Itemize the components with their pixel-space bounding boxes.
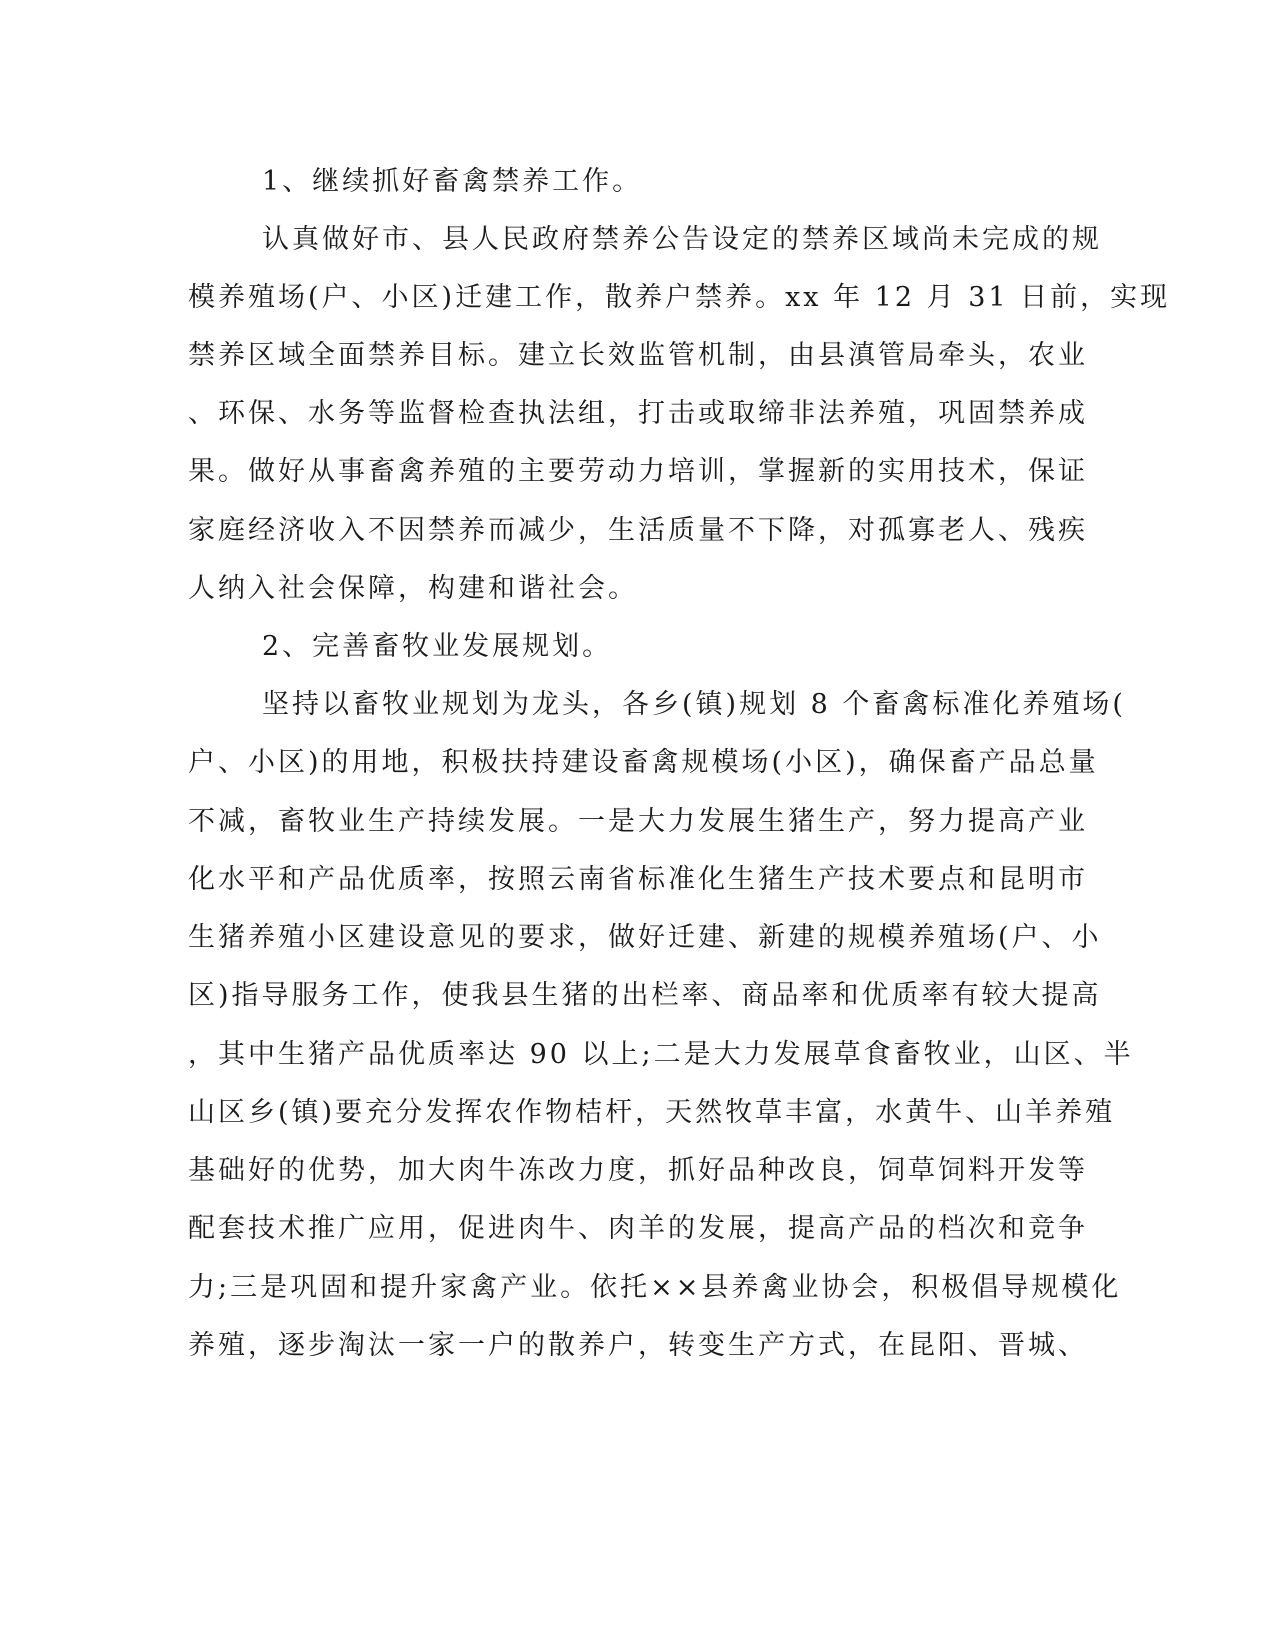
paragraph-line: 果。做好从事畜禽养殖的主要劳动力培训，掌握新的实用技术，保证 (188, 456, 1088, 487)
paragraph-line: 生猪养殖小区建设意见的要求，做好迁建、新建的规模养殖场(户、小 (188, 922, 1102, 953)
paragraph-line: 人纳入社会保障，构建和谐社会。 (188, 573, 638, 604)
paragraph-line: 家庭经济收入不因禁养而减少，生活质量不下降，对孤寡老人、残疾 (188, 515, 1088, 546)
section-heading-1: 1、继续抓好畜禽禁养工作。 (262, 166, 643, 197)
paragraph-line: 坚持以畜牧业规划为龙头，各乡(镇)规划 8 个畜禽标准化养殖场( (262, 689, 1126, 720)
paragraph-line: 山区乡(镇)要充分发挥农作物桔杆，天然牧草丰富，水黄牛、山羊养殖 (188, 1097, 1116, 1128)
paragraph-line: 禁养区域全面禁养目标。建立长效监管机制，由县滇管局牵头，农业 (188, 340, 1088, 371)
paragraph-line: 模养殖场(户、小区)迁建工作，散养户禁养。xx 年 12 月 31 日前，实现 (188, 282, 1171, 313)
paragraph-line: 区)指导服务工作，使我县生猪的出栏率、商品率和优质率有较大提高 (188, 980, 1102, 1011)
paragraph-line: 不减，畜牧业生产持续发展。一是大力发展生猪生产，努力提高产业 (188, 806, 1088, 837)
paragraph-line: 化水平和产品优质率，按照云南省标准化生猪生产技术要点和昆明市 (188, 864, 1088, 895)
paragraph-line: 力;三是巩固和提升家禽产业。依托××县养禽业协会，积极倡导规模化 (188, 1272, 1122, 1303)
paragraph-line: 基础好的优势，加大肉牛冻改力度，抓好品种改良，饲草饲料开发等 (188, 1155, 1088, 1186)
paragraph-line: 户、小区)的用地，积极扶持建设畜禽规模场(小区)，确保畜产品总量 (188, 747, 1099, 778)
paragraph-line: 、环保、水务等监督检查执法组，打击或取缔非法养殖，巩固禁养成 (188, 398, 1088, 429)
paragraph-line: ，其中生猪产品优质率达 90 以上;二是大力发展草食畜牧业，山区、半 (188, 1039, 1134, 1070)
paragraph-line: 配套技术推广应用，促进肉牛、肉羊的发展，提高产品的档次和竞争 (188, 1213, 1088, 1244)
section-heading-2: 2、完善畜牧业发展规划。 (262, 631, 613, 662)
paragraph-line: 认真做好市、县人民政府禁养公告设定的禁养区域尚未完成的规 (262, 224, 1102, 255)
paragraph-line: 养殖，逐步淘汰一家一户的散养户，转变生产方式，在昆阳、晋城、 (188, 1330, 1088, 1361)
